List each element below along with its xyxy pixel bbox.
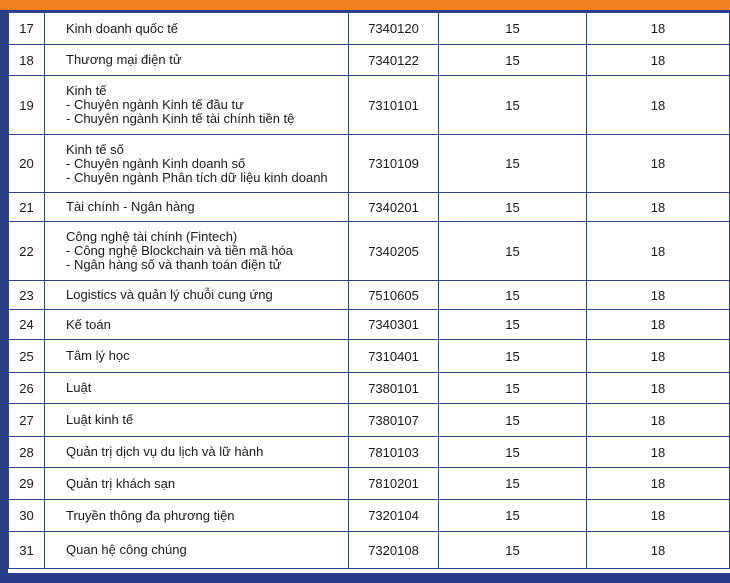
program-name-line: Kế toán	[66, 316, 111, 332]
score-col-b: 18	[587, 340, 730, 373]
program-code: 7340120	[349, 13, 439, 45]
score-col-a: 15	[439, 532, 587, 569]
score-col-a: 15	[439, 45, 587, 76]
program-name	[45, 45, 349, 76]
program-name	[45, 373, 349, 404]
table-row	[9, 193, 730, 222]
program-table-sheet	[8, 10, 730, 578]
row-number: 21	[9, 193, 45, 222]
program-name	[45, 437, 349, 468]
table-row	[9, 281, 730, 310]
program-name-line: - Chuyên ngành Phân tích dữ liệu kinh doanh	[66, 169, 328, 185]
score-col-a: 15	[439, 310, 587, 340]
table-row	[9, 404, 730, 437]
score-col-a: 15	[439, 437, 587, 468]
score-col-b: 18	[587, 404, 730, 437]
program-code: 7340301	[349, 310, 439, 340]
row-number: 23	[9, 281, 45, 310]
score-col-a: 15	[439, 340, 587, 373]
program-code: 7380101	[349, 373, 439, 404]
table-row	[9, 13, 730, 45]
score-col-a: 15	[439, 281, 587, 310]
program-name-line: Kinh tế	[66, 83, 107, 98]
score-col-a: 15	[439, 468, 587, 500]
score-col-a: 15	[439, 222, 587, 281]
program-name	[45, 222, 349, 281]
row-number: 28	[9, 437, 45, 468]
score-col-b: 18	[587, 437, 730, 468]
score-col-b: 18	[587, 193, 730, 222]
program-name-line: Quan hệ công chúng	[66, 542, 187, 557]
program-name-line: Luật kinh tế	[66, 412, 134, 427]
score-col-b: 18	[587, 281, 730, 310]
table-row	[9, 340, 730, 373]
program-name	[45, 340, 349, 373]
program-name-line: Kinh tế số	[66, 141, 124, 157]
program-code: 7340201	[349, 193, 439, 222]
program-code: 7810201	[349, 468, 439, 500]
program-table	[8, 12, 730, 569]
left-edge-strip	[0, 10, 8, 576]
program-name	[45, 532, 349, 569]
program-name	[45, 281, 349, 310]
program-name	[45, 404, 349, 437]
program-code: 7810103	[349, 437, 439, 468]
program-name	[45, 468, 349, 500]
program-name	[45, 135, 349, 193]
table-row	[9, 45, 730, 76]
program-code: 7310401	[349, 340, 439, 373]
program-code: 7310101	[349, 76, 439, 135]
row-number: 24	[9, 310, 45, 340]
program-name-line: Quản trị khách sạn	[66, 475, 176, 491]
program-name-line: - Ngân hàng số và thanh toán điện tử	[66, 257, 282, 272]
program-code: 7310109	[349, 135, 439, 193]
score-col-b: 18	[587, 310, 730, 340]
score-col-b: 18	[587, 500, 730, 532]
score-col-b: 18	[587, 222, 730, 281]
program-name	[45, 76, 349, 135]
program-code: 7510605	[349, 281, 439, 310]
program-name-line: Truyền thông đa phương tiện	[66, 507, 235, 523]
table-row	[9, 76, 730, 135]
table-body	[9, 13, 730, 569]
score-col-b: 18	[587, 13, 730, 45]
row-number: 25	[9, 340, 45, 373]
row-number: 18	[9, 45, 45, 76]
row-number: 29	[9, 468, 45, 500]
table-row	[9, 135, 730, 193]
table-row	[9, 437, 730, 468]
program-name-line: - Chuyên ngành Kinh tế đầu tư	[66, 97, 244, 112]
program-name-line: Logistics và quản lý chuỗi cung ứng	[66, 287, 273, 302]
score-col-b: 18	[587, 45, 730, 76]
program-name-line: Luật	[66, 380, 92, 395]
score-col-b: 18	[587, 532, 730, 569]
table-row	[9, 310, 730, 340]
program-code: 7340122	[349, 45, 439, 76]
table-row	[9, 373, 730, 404]
score-col-a: 15	[439, 373, 587, 404]
program-name-line: Kinh doanh quốc tế	[66, 20, 179, 36]
program-name-line: Công nghệ tài chính (Fintech)	[66, 229, 238, 244]
program-name-line: Tài chính - Ngân hàng	[66, 199, 195, 214]
score-col-b: 18	[587, 76, 730, 135]
program-code: 7380107	[349, 404, 439, 437]
table-row	[9, 468, 730, 500]
row-number: 22	[9, 222, 45, 281]
row-number: 27	[9, 404, 45, 437]
row-number: 19	[9, 76, 45, 135]
program-name-line: Quản trị dịch vụ du lịch và lữ hành	[66, 444, 264, 459]
score-col-a: 15	[439, 13, 587, 45]
program-name-line: - Chuyên ngành Kinh doanh số	[66, 155, 246, 171]
program-code: 7320108	[349, 532, 439, 569]
row-number: 17	[9, 13, 45, 45]
program-name-line: Tâm lý học	[66, 348, 130, 363]
table-row	[9, 500, 730, 532]
table-row	[9, 532, 730, 569]
bottom-band	[0, 573, 730, 583]
program-name	[45, 500, 349, 532]
score-col-b: 18	[587, 468, 730, 500]
score-col-b: 18	[587, 373, 730, 404]
row-number: 31	[9, 532, 45, 569]
program-name	[45, 13, 349, 45]
program-code: 7320104	[349, 500, 439, 532]
row-number: 26	[9, 373, 45, 404]
score-col-a: 15	[439, 76, 587, 135]
score-col-a: 15	[439, 193, 587, 222]
table-row	[9, 222, 730, 281]
score-col-b: 18	[587, 135, 730, 193]
row-number: 20	[9, 135, 45, 193]
program-name-line: - Chuyên ngành Kinh tế tài chính tiền tệ	[66, 111, 295, 126]
program-code: 7340205	[349, 222, 439, 281]
program-name-line: Thương mại điện tử	[66, 52, 182, 67]
score-col-a: 15	[439, 500, 587, 532]
program-name	[45, 193, 349, 222]
program-name	[45, 310, 349, 340]
score-col-a: 15	[439, 404, 587, 437]
row-number: 30	[9, 500, 45, 532]
score-col-a: 15	[439, 135, 587, 193]
program-name-line: - Công nghệ Blockchain và tiền mã hóa	[66, 243, 293, 258]
